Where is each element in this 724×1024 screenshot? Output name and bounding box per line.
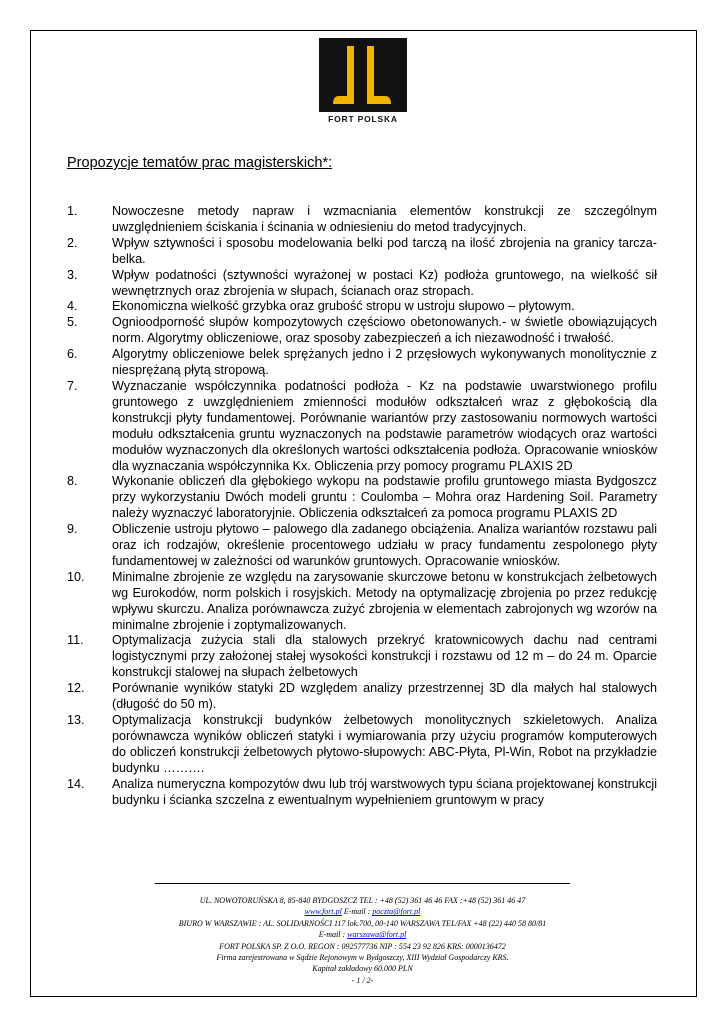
item-number: 12. [67, 681, 85, 696]
email-link[interactable]: poczta@fort.pl [372, 907, 421, 917]
item-text: Algorytmy obliczeniowe belek sprężanych jedno i 2 przęsłowych wykonywanych monolitycznie z niesprężaną płytą stropową. [112, 347, 657, 378]
list-item [67, 713, 657, 777]
list-item [67, 777, 657, 809]
item-number: 6. [67, 347, 78, 362]
item-number: 1. [67, 204, 78, 218]
fort-polska-logo [319, 38, 407, 112]
logo-text: FORT POLSKA [328, 114, 398, 124]
item-text: Minimalne zbrojenie ze względu na zarysowanie skurczowe betonu w konstrukcjach żelbetowych wg Eurokodów, norm polskich i rosyjskich. Metody na optymalizację zbrojenia po przez redukcję wpływu skurczu. Analiza porównawcza zużyć zbrojenia w elementach zabrojonych wg wzorów na minimalne zbrojenie i zoptymalizowanych. [112, 569, 657, 632]
item-text: Wpływ podatności (sztywności wyrażonej w postaci Kz) podłoża gruntowego, na wielkość sił wewnętrznych oraz zbrojenia w słupach, ścianach oraz stropach. [112, 267, 657, 298]
item-text: Nowoczesne metody napraw i wzmacniania elementów konstrukcji ze szczególnym uwzględnieniem ściskania i ścinania w odniesieniu do metod tradycyjnych. [112, 204, 657, 234]
email-label: E-mail : [343, 907, 371, 917]
item-number: 4. [67, 299, 78, 314]
item-text: Optymalizacja zużycia stali dla stalowych przekryć kratownicowych dachu nad centrami logistycznymi przy założonej stałej wysokości konstrukcji i rozstawu od 12 m – do 24 m. Oparcie konstrukcji stalowej na słupach żelbetowych [112, 633, 657, 680]
item-text: Wyznaczanie współczynnika podatności podłoża - Kz na podstawie uwarstwionego profilu gruntowego z uwzględnieniem zmienności modułów odkształceń wraz z głębokością dla konstrukcji płyty fundamentowej. Porównanie wariantów przy zastosowaniu normowych wartości modułu odkształcenia gruntu wyznaczonych na podstawie parametrów wiodących oraz wartości modułów wyznaczonych dla określonych wartości odkształcenia podłoża. Opracowanie wniosków dla wyznaczania współczynnika Kx. Obliczenia przy pomocy programu PLAXIS 2D [112, 378, 657, 473]
list-item [67, 299, 657, 315]
list-item [67, 236, 657, 268]
item-number: 14. [67, 776, 85, 791]
item-number: 5. [67, 315, 78, 330]
list-item [67, 379, 657, 474]
list-item [67, 570, 657, 634]
item-number: 3. [67, 267, 78, 282]
item-number: 13. [67, 713, 85, 727]
list-item [67, 681, 657, 713]
footer-company-info: FORT POLSKA SP. Z O.O. REGON : 092577736 NIP : 554 23 92 826 KRS: 0000136472 [219, 941, 506, 951]
page-number: - 1 / 2- [351, 975, 374, 985]
item-text: Ognioodporność słupów kompozytowych częściowo obetonowanych.- w świetle obowiązujących norm. Algorytmy obliczeniowe, oraz sposoby zabezpieczeń a ich niezawodność i trwałość. [112, 315, 657, 346]
warsaw-email-link[interactable]: warszawa@fort.pl [347, 930, 407, 940]
item-number: 7. [67, 378, 78, 393]
item-number: 9. [67, 522, 78, 537]
footer [60, 895, 665, 986]
footer-warsaw-email-line [60, 929, 665, 940]
footer-registration: Firma zarejestrowana w Sądzie Rejonowym w Bydgoszczy, XIII Wydział Gospodarczy KRS. [216, 953, 509, 963]
footer-web-line [60, 906, 665, 917]
topic-list [67, 204, 657, 808]
item-text: Obliczenie ustroju płytowo – palowego dla zadanego obciążenia. Analiza wariantów rozstawu pali oraz ich rodzajów, określenie procentowego udziału w pracy fundamentu zespolonego płyty fundamentowej w zależności od warunków gruntowych. Opracowanie wniosków. [112, 522, 657, 568]
website-link[interactable]: www.fort.pl [304, 907, 342, 917]
warsaw-email-label: E-mail : [318, 930, 346, 940]
item-text: Wpływ sztywności i sposobu modelowania belki pod tarczą na ilość zbrojenia na granicy tarcza-belka. [112, 235, 657, 266]
item-text: Optymalizacja konstrukcji budynków żelbetowych monolitycznych szkieletowych. Analiza porównawcza wyników obliczeń statyki i wymiarowania przy użyciu programów komputerowych do obliczeń konstrukcji żelbetowych płytowo-słupowych: ABC-Płyta, Pl-Win, Robot na przykładzie budynku ………. [112, 713, 657, 775]
footer-capital: Kapitał zakładowy 60.000 PLN [312, 964, 413, 974]
page-title: Propozycje tematów prac magisterskich*: [67, 155, 333, 171]
item-number: 8. [67, 474, 78, 489]
footer-address: UL. NOWOTORUŃSKA 8, 85-840 BYDGOSZCZ TEL : +48 (52) 361 46 46 FAX :+48 (52) 361 46 47 [199, 896, 526, 905]
list-item [67, 633, 657, 681]
item-text: Porównanie wyników statyki 2D względem analizy przestrzennej 3D dla małych hal stalowych (długość do 50 m). [112, 681, 657, 712]
logo-mark-icon [319, 38, 407, 112]
footer-divider [155, 883, 570, 884]
footer-warsaw-office: BIURO W WARSZAWIE : AL. SOLIDARNOŚCI 117 lok.700, 00-140 WARSZAWA TEL/FAX +48 (22) 440 58 80/81 [178, 918, 547, 928]
item-text: Ekonomiczna wielkość grzybka oraz grubość stropu w ustroju słupowo – płytowym. [112, 299, 575, 314]
list-item [67, 347, 657, 379]
list-item [67, 522, 657, 570]
list-item [67, 204, 657, 236]
item-text: Analiza numeryczna kompozytów dwu lub trój warstwowych typu ściana projektowanej konstrukcji budynku i ścianka szczelna z ewentualnym wypełnieniem gruntowym w pracy [112, 776, 657, 807]
list-item [67, 268, 657, 300]
item-number: 10. [67, 569, 85, 584]
list-item [67, 315, 657, 347]
item-text: Wykonanie obliczeń dla głębokiego wykopu na podstawie profilu gruntowego miasta Bydgoszcz przy wykorzystaniu Dwóch modeli gruntu : Coulomba – Mohra oraz Hardening Soil. Parametry należy wyznaczyć laboratoryjnie. Obliczenia odkształceń za pomoca programu PLAXIS 2D [112, 474, 657, 521]
item-number: 11. [67, 633, 84, 648]
item-number: 2. [67, 235, 78, 250]
list-item [67, 474, 657, 522]
